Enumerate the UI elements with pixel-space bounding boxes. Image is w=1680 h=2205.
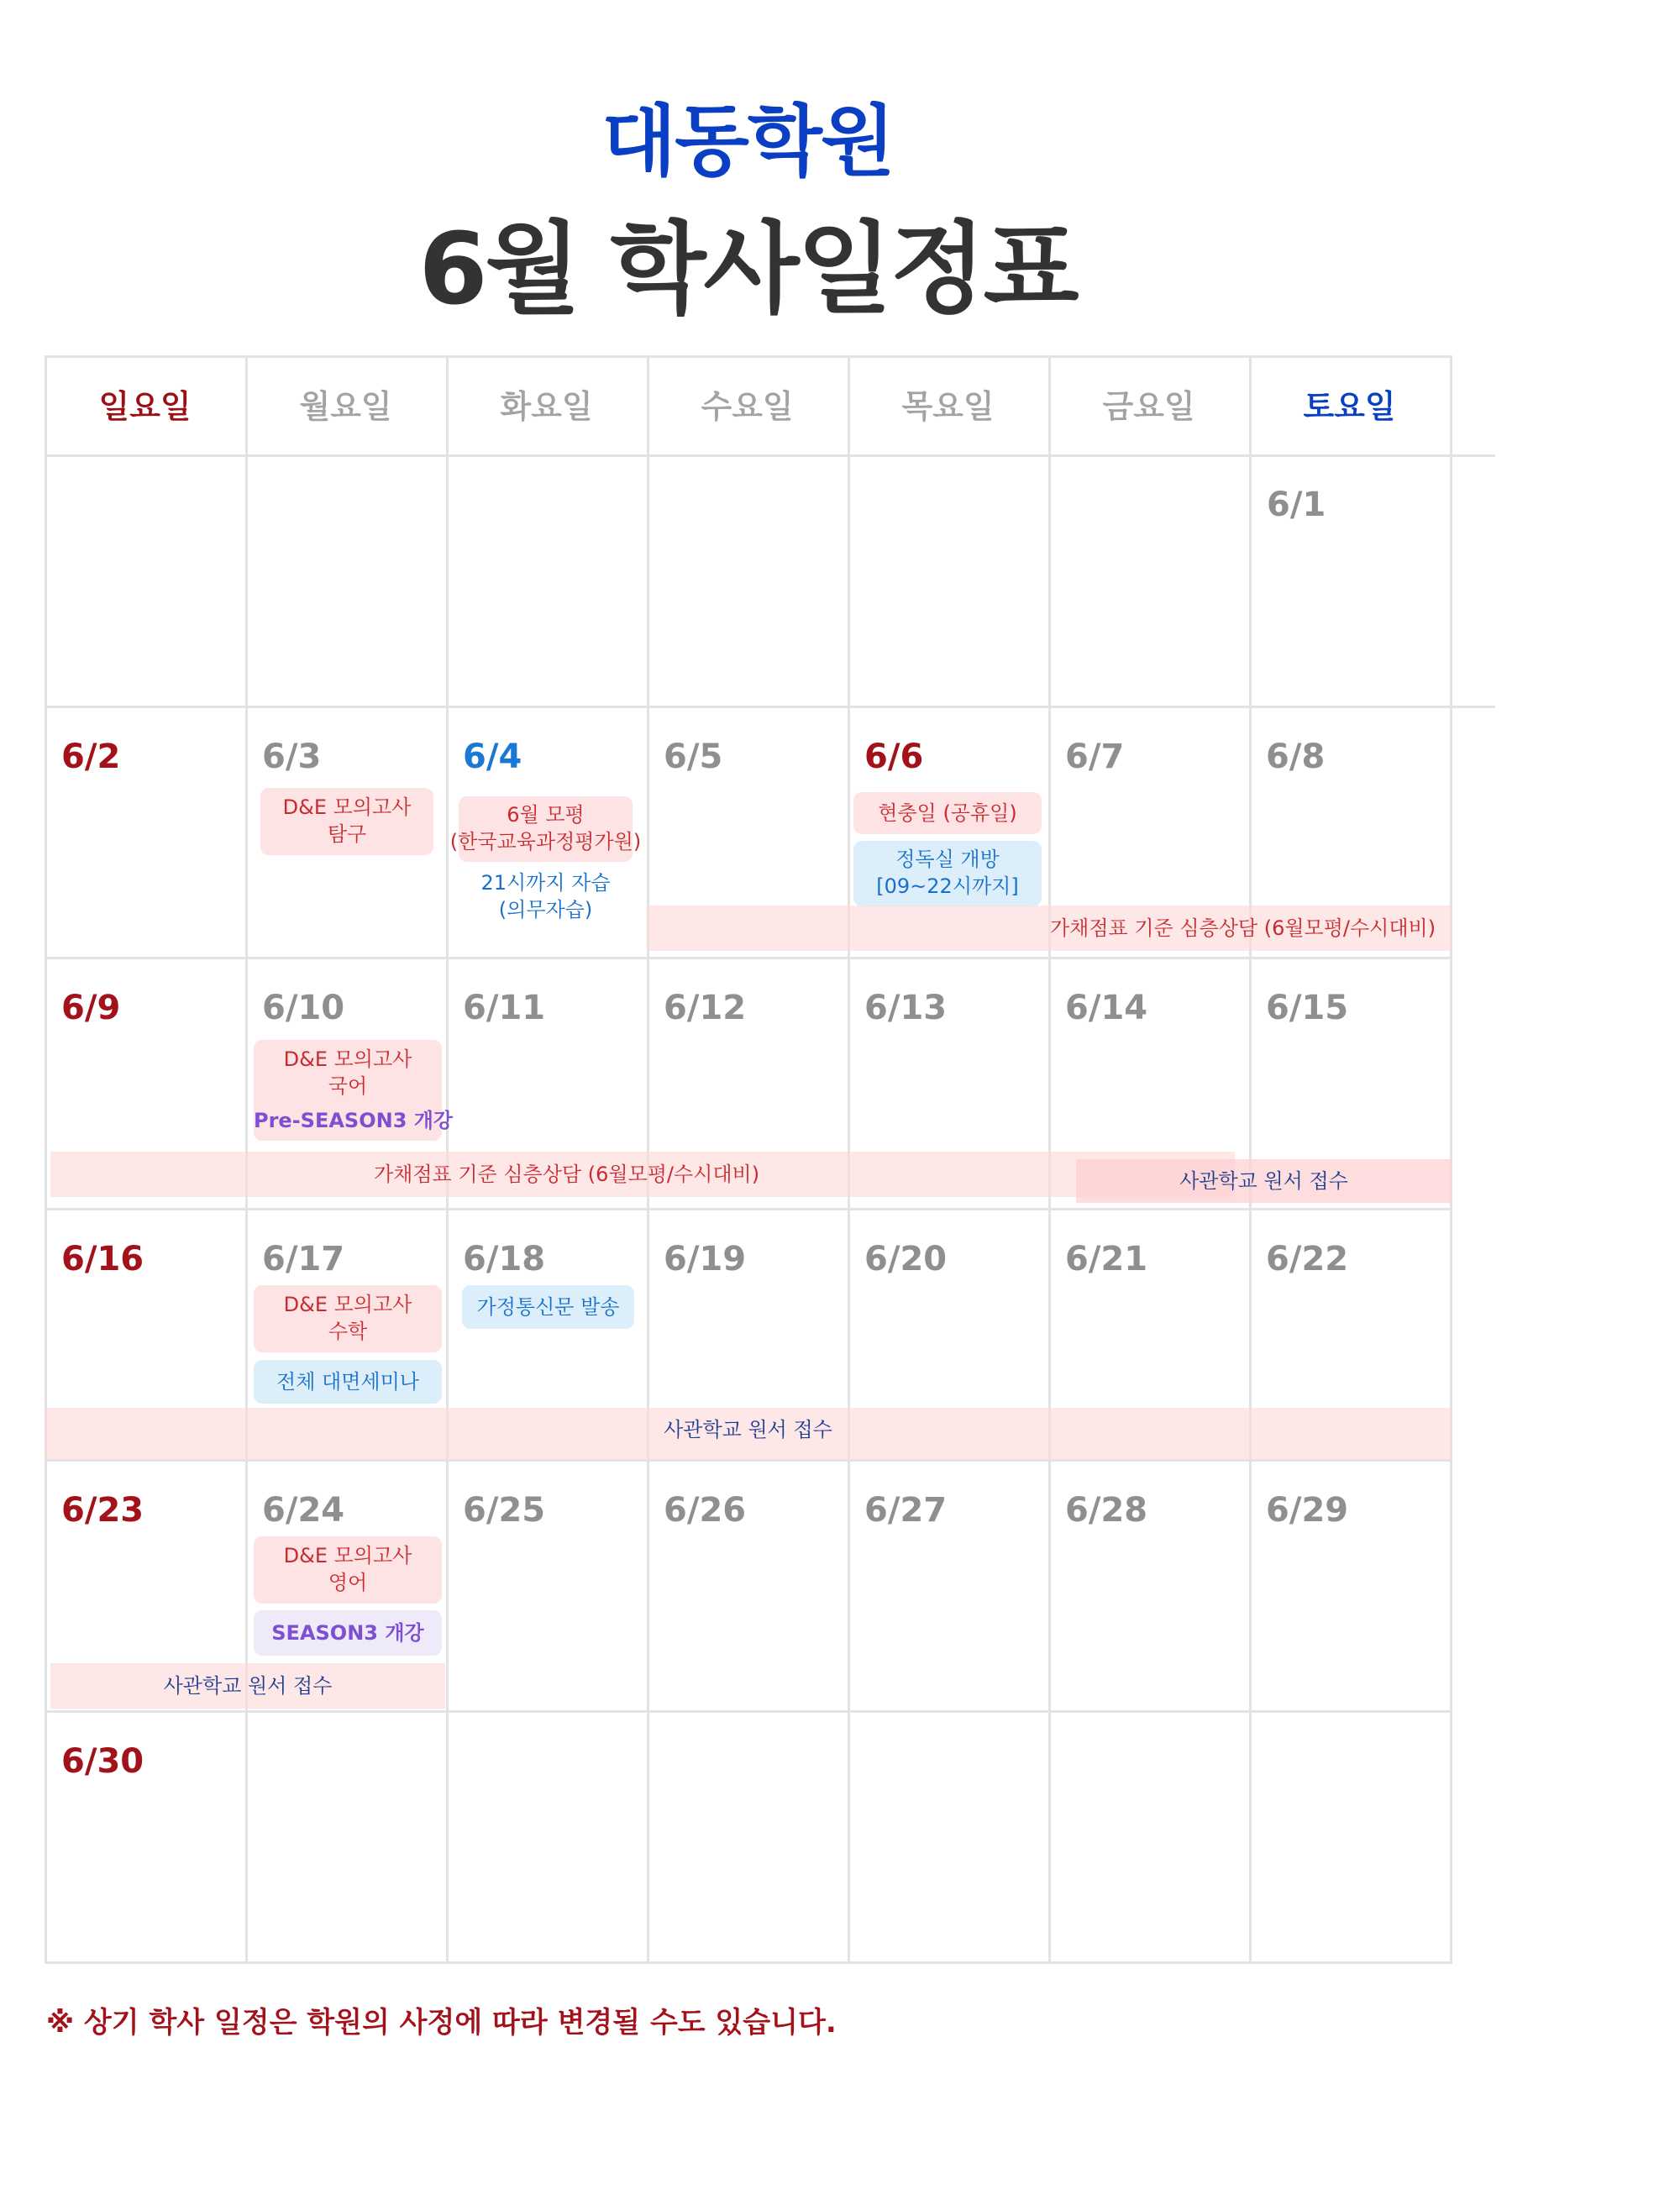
event-line: 수학 [328, 1320, 368, 1343]
event-line: 국어 [328, 1074, 368, 1098]
date-6-28: 6/28 [1065, 1491, 1148, 1530]
date-6-17: 6/17 [262, 1240, 345, 1278]
event-line: [09~22시까지] [876, 874, 1019, 898]
event-line: (의무자습) [498, 898, 593, 921]
date-6-20: 6/20 [864, 1240, 948, 1278]
event-line: 전체 대면세미나 [276, 1370, 419, 1394]
grid-line [45, 454, 1495, 457]
date-6-2: 6/2 [61, 738, 121, 776]
date-6-15: 6/15 [1266, 989, 1349, 1027]
grid-line [45, 1208, 1452, 1210]
event-seminar [254, 1360, 442, 1404]
date-6-24: 6/24 [262, 1491, 345, 1530]
date-6-26: 6/26 [664, 1491, 747, 1530]
date-6-14: 6/14 [1065, 989, 1148, 1027]
calendar-grid [45, 355, 1452, 1964]
event-line: D&E 모의고사 [283, 1293, 412, 1316]
weekday-thursday: 목요일 [901, 388, 995, 425]
event-line: D&E 모의고사 [282, 795, 412, 819]
event-military-academy-application: 사관학교 원서 접수 [50, 1663, 445, 1709]
event-line: 정독실 개방 [895, 848, 1000, 871]
date-6-9: 6/9 [61, 989, 121, 1027]
date-6-18: 6/18 [463, 1240, 546, 1278]
date-6-30: 6/30 [61, 1742, 144, 1781]
date-6-13: 6/13 [864, 989, 948, 1027]
weekday-monday: 월요일 [299, 388, 392, 425]
date-6-19: 6/19 [664, 1240, 747, 1278]
event-pre-season3 [254, 1107, 454, 1134]
academy-name: 대동학원 [601, 97, 894, 186]
event-line: SEASON3 개강 [271, 1621, 424, 1645]
event-de-exam-social [260, 788, 433, 855]
date-6-21: 6/21 [1065, 1240, 1148, 1278]
grid-line [45, 1710, 1452, 1713]
event-newsletter [462, 1285, 634, 1329]
event-line: 영어 [328, 1571, 368, 1594]
event-line: 현충일 (공휴일) [878, 801, 1017, 825]
date-6-12: 6/12 [664, 989, 747, 1027]
weekday-tuesday: 화요일 [500, 388, 593, 425]
grid-line [45, 1961, 1452, 1964]
event-self-study [459, 869, 633, 923]
event-military-academy-application: 사관학교 원서 접수 [45, 1408, 1452, 1460]
event-line: D&E 모의고사 [283, 1047, 412, 1071]
date-6-25: 6/25 [463, 1491, 546, 1530]
grid-line [45, 706, 1495, 708]
grid-line [45, 355, 1452, 358]
weekday-sunday: 일요일 [98, 388, 192, 425]
event-line: 21시까지 자습 [480, 871, 611, 895]
date-6-6: 6/6 [864, 738, 924, 776]
date-6-7: 6/7 [1065, 738, 1125, 776]
event-line: 탐구 [327, 822, 367, 846]
event-military-academy-application: 사관학교 원서 접수 [1076, 1159, 1452, 1203]
event-line: (한국교육과정평가원) [449, 830, 642, 853]
event-counseling-bar: 가채점표 기준 심층상담 (6월모평/수시대비) [647, 906, 1452, 951]
date-6-3: 6/3 [262, 738, 322, 776]
date-6-29: 6/29 [1266, 1491, 1349, 1530]
date-6-1: 6/1 [1267, 486, 1326, 524]
event-reading-room-open [853, 841, 1042, 906]
grid-line [45, 957, 1452, 959]
date-6-10: 6/10 [262, 989, 345, 1027]
event-line: 가정통신문 발송 [476, 1295, 620, 1319]
event-line: D&E 모의고사 [283, 1544, 412, 1567]
event-de-exam-math [254, 1285, 442, 1352]
date-6-23: 6/23 [61, 1491, 144, 1530]
event-line: 6월 모평 [507, 803, 585, 827]
date-6-5: 6/5 [664, 738, 723, 776]
date-6-8: 6/8 [1266, 738, 1326, 776]
date-6-11: 6/11 [463, 989, 546, 1027]
event-memorial-day [853, 792, 1042, 834]
page-title: 6월 학사일정표 [418, 211, 1077, 327]
event-season3 [254, 1610, 442, 1656]
event-line: Pre-SEASON3 개강 [254, 1109, 454, 1132]
grid-line [45, 355, 47, 1964]
date-6-4: 6/4 [463, 738, 522, 776]
weekday-friday: 금요일 [1102, 388, 1195, 425]
footnote: ※ 상기 학사 일정은 학원의 사정에 따라 변경될 수도 있습니다. [46, 2006, 837, 2040]
weekday-saturday: 토요일 [1303, 388, 1396, 425]
weekday-wednesday: 수요일 [701, 388, 794, 425]
date-6-16: 6/16 [61, 1240, 144, 1278]
event-june-mock-exam [449, 796, 642, 862]
event-de-exam-english [254, 1536, 442, 1604]
date-6-27: 6/27 [864, 1491, 948, 1530]
date-6-22: 6/22 [1266, 1240, 1349, 1278]
event-counseling-bar: 가채점표 기준 심층상담 (6월모평/수시대비) [50, 1152, 1235, 1197]
